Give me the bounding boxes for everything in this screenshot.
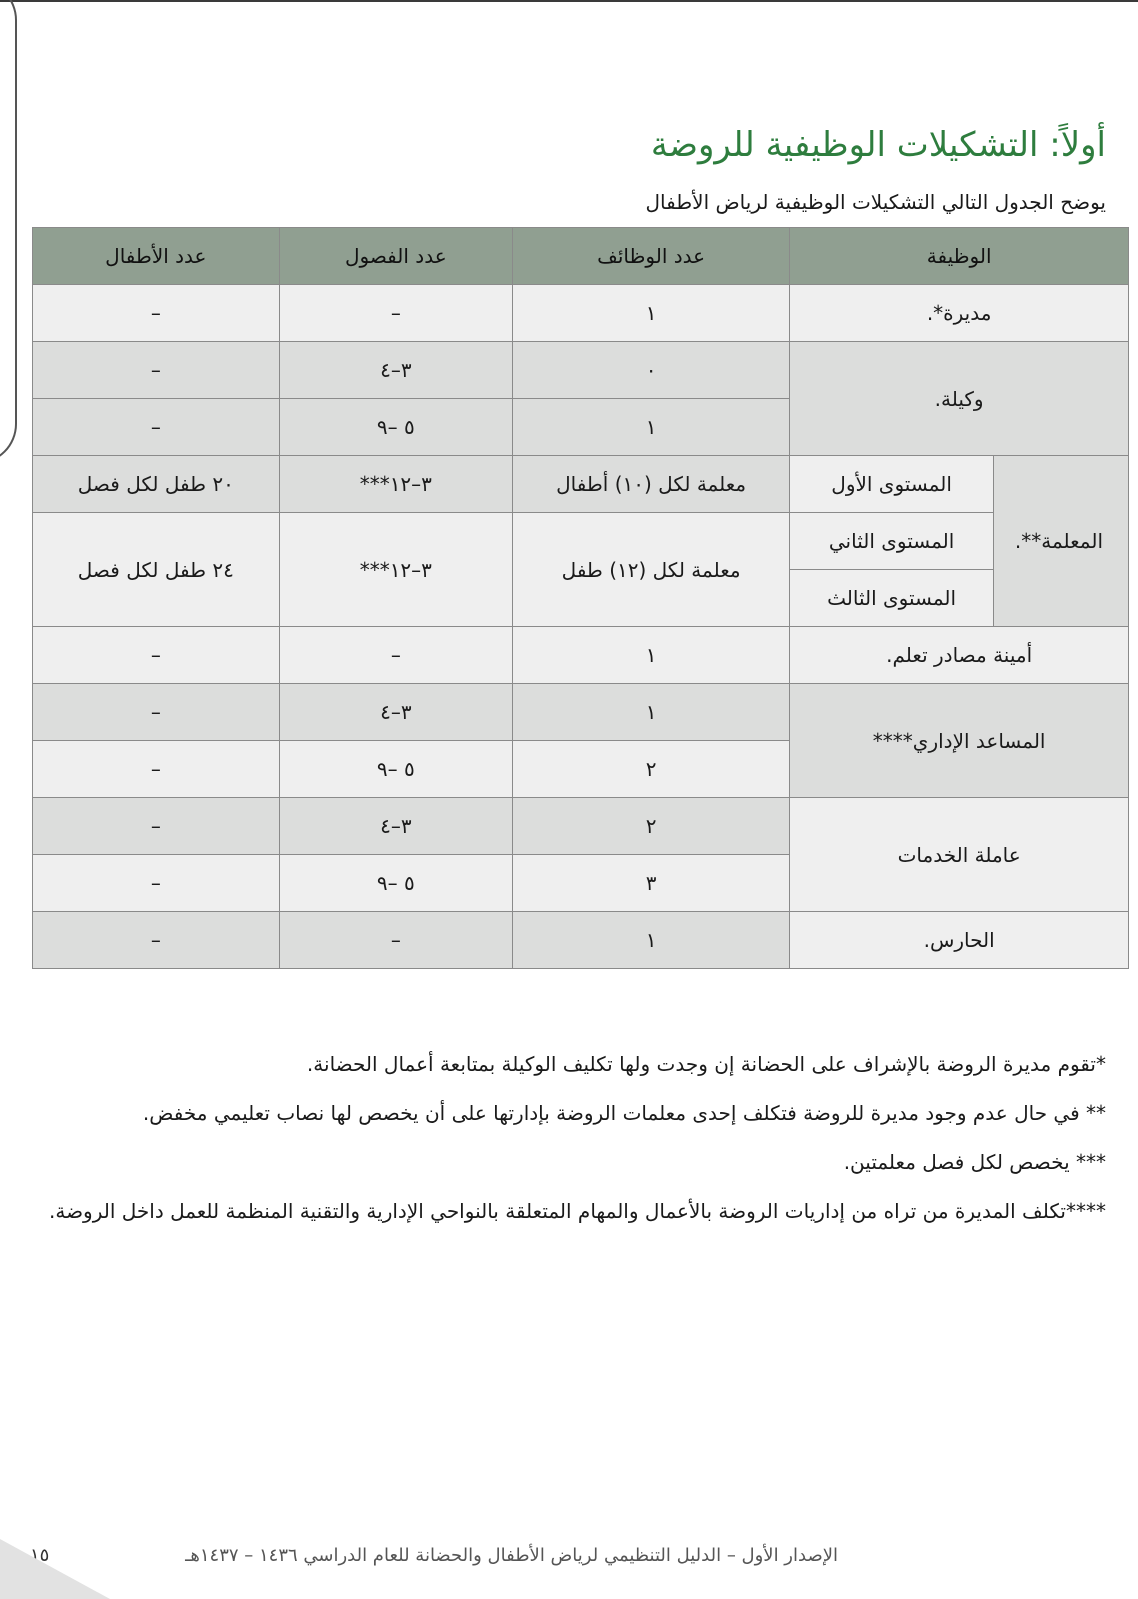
cell-children: –: [33, 342, 280, 399]
top-rule: [0, 0, 1138, 2]
footnote-1: *تقوم مديرة الروضة بالإشراف على الحضانة إن وجدت ولها تكليف الوكيلة بمتابعة أعمال الحضانة.: [306, 1052, 1106, 1076]
table-row-librarian: [33, 627, 1129, 684]
page-number: ١٥: [30, 1545, 50, 1566]
footnote-4: ****تكلف المديرة من تراه من إداريات الروضة بالأعمال والمهام المتعلقة بالنواحي الإدارية والتقنية المنظمة للعمل داخل الروضة.: [48, 1199, 1106, 1223]
job-structure-table: [32, 227, 1129, 969]
header-positions: عدد الوظائف: [512, 228, 789, 285]
cell-positions: ١: [512, 399, 789, 456]
cell-classes: ٥ –٩: [279, 855, 512, 912]
table-header-row: [33, 228, 1129, 285]
side-bracket-decoration: [0, 0, 17, 464]
table-row-guard: [33, 912, 1129, 969]
teacher-level-1: المستوى الأول: [790, 456, 994, 513]
corner-decoration: [0, 1539, 110, 1599]
cell-children: –: [33, 285, 280, 342]
cell-classes: –: [279, 285, 512, 342]
cell-positions: ٢: [512, 741, 789, 798]
role-service-worker: عاملة الخدمات: [790, 798, 1129, 912]
page-footer: الإصدار الأول – الدليل التنظيمي لرياض الأطفال والحضانة للعام الدراسي ١٤٣٦ – ١٤٣٧هـ: [185, 1545, 838, 1566]
header-job: الوظيفة: [790, 228, 1129, 285]
cell-positions: ١: [512, 285, 789, 342]
role-admin-assistant: المساعد الإداري****: [790, 684, 1129, 798]
cell-children: –: [33, 912, 280, 969]
cell-classes: ٥ –٩: [279, 741, 512, 798]
role-deputy: وكيلة.: [790, 342, 1129, 456]
cell-classes: –: [279, 912, 512, 969]
footnote-3: *** يخصص لكل فصل معلمتين.: [843, 1150, 1106, 1174]
cell-children: –: [33, 399, 280, 456]
cell-positions: ٢: [512, 798, 789, 855]
cell-positions: ٠: [512, 342, 789, 399]
role-librarian: أمينة مصادر تعلم.: [790, 627, 1129, 684]
header-children: عدد الأطفال: [33, 228, 280, 285]
cell-children: –: [33, 627, 280, 684]
cell-children: –: [33, 741, 280, 798]
role-teacher: المعلمة**.: [993, 456, 1128, 627]
cell-positions: معلمة لكل (١٢) طفل: [512, 513, 789, 627]
cell-children: –: [33, 684, 280, 741]
cell-classes: ٣–١٢***: [279, 456, 512, 513]
table-row-director: [33, 285, 1129, 342]
cell-classes: ٥ –٩: [279, 399, 512, 456]
cell-classes: ٣–٤: [279, 684, 512, 741]
intro-text: يوضح الجدول التالي التشكيلات الوظيفية لرياض الأطفال: [645, 190, 1106, 214]
cell-classes: ٣–٤: [279, 798, 512, 855]
role-director: مديرة*.: [790, 285, 1129, 342]
cell-classes: –: [279, 627, 512, 684]
cell-children: ٢٠ طفل لكل فصل: [33, 456, 280, 513]
cell-positions: ١: [512, 684, 789, 741]
cell-children: –: [33, 798, 280, 855]
cell-classes: ٣–١٢***: [279, 513, 512, 627]
header-classes: عدد الفصول: [279, 228, 512, 285]
table-row-teacher-2: [33, 513, 1129, 570]
cell-children: ٢٤ طفل لكل فصل: [33, 513, 280, 627]
table-row-admin-1: [33, 684, 1129, 741]
cell-classes: ٣–٤: [279, 342, 512, 399]
table-row-deputy-1: [33, 342, 1129, 399]
teacher-level-2: المستوى الثاني: [790, 513, 994, 570]
cell-positions: ٣: [512, 855, 789, 912]
footnote-2: ** في حال عدم وجود مديرة للروضة فتكلف إحدى معلمات الروضة بإدارتها على أن يخصص لها نصاب تعليمي مخفض.: [142, 1101, 1106, 1125]
cell-positions: ١: [512, 912, 789, 969]
cell-positions: معلمة لكل (١٠) أطفال: [512, 456, 789, 513]
section-title: أولاً: التشكيلات الوظيفية للروضة: [650, 125, 1106, 165]
table-row-service-1: [33, 798, 1129, 855]
cell-positions: ١: [512, 627, 789, 684]
teacher-level-3: المستوى الثالث: [790, 570, 994, 627]
footnotes: [26, 1040, 1106, 1236]
table-row-teacher-1: [33, 456, 1129, 513]
cell-children: –: [33, 855, 280, 912]
role-guard: الحارس.: [790, 912, 1129, 969]
